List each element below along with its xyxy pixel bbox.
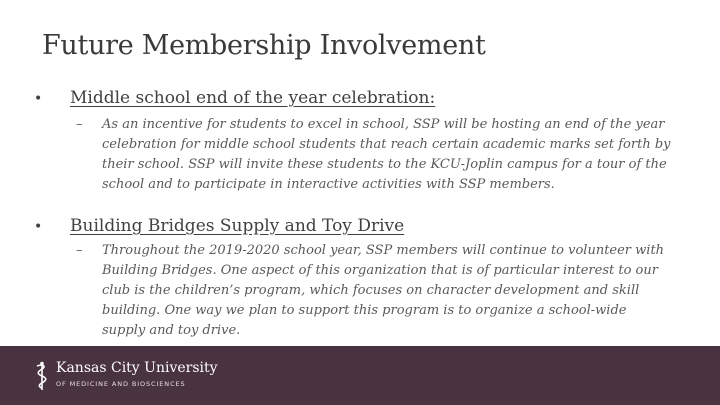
bullet-marker: • [34,219,43,235]
bullet-heading: Middle school end of the year celebration: [70,88,436,108]
bullet-item-celebration [34,88,435,108]
sub-bullet-marker: – [76,243,83,258]
bullet-heading: Building Bridges Supply and Toy Drive [70,216,405,236]
sub-bullet-building-bridges [76,241,672,341]
university-name: Kansas City University [56,360,218,376]
sub-bullet-text: Throughout the 2019-2020 school year, SSP members will continue to volunteer with Building Bridges. One aspect of this organization that is of particular interest to our club is the children’s program, which focuses on character development and skill building. One way we plan to support this program is to organize a school-wide supply and toy drive. [102,243,665,338]
sub-bullet-text: As an incentive for students to excel in school, SSP will be hosting an end of the year celebration for middle school students that reach certain academic marks set forth by their school. SSP will invite these students to the KCU-Joplin campus for a tour of the school and to participate in interactive activities with SSP members. [102,117,671,192]
sub-bullet-marker: – [76,117,83,132]
bullet-marker: • [34,91,43,107]
university-subtitle: OF MEDICINE AND BIOSCIENCES [56,380,186,388]
caduceus-icon [34,361,50,391]
slide-title: Future Membership Involvement [42,30,486,61]
sub-bullet-celebration [76,115,672,195]
bullet-item-building-bridges [34,216,404,236]
footer-bar [0,346,720,405]
